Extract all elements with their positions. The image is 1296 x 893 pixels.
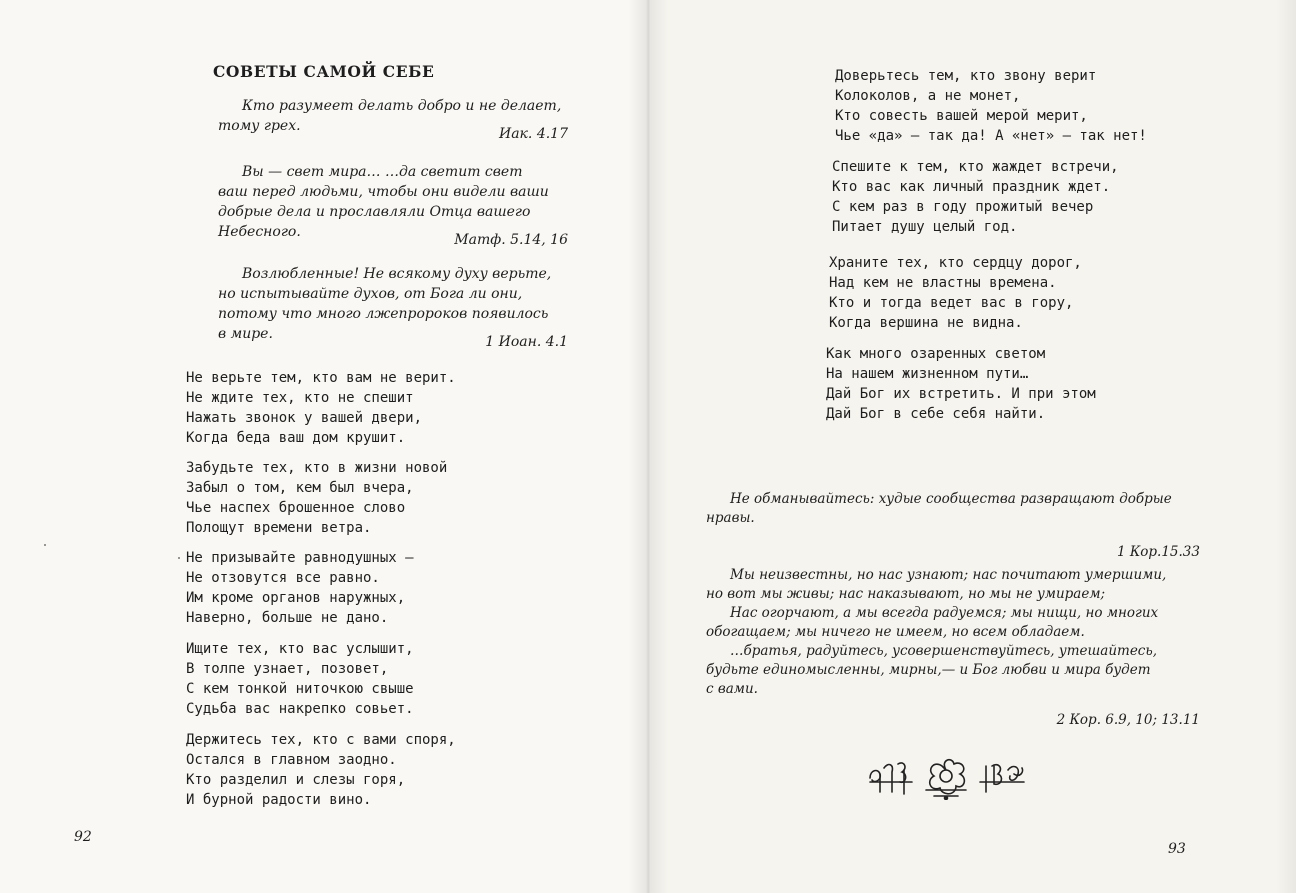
stanza-3 bbox=[186, 548, 414, 628]
verse-line: Спешите к тем, кто жаждет встречи, bbox=[832, 159, 1119, 175]
quote-line: с вами. bbox=[706, 681, 758, 697]
verse-line: Не верьте тем, кто вам не верит. bbox=[186, 370, 456, 386]
verse-line: Кто и тогда ведет вас в гору, bbox=[829, 295, 1074, 311]
epigraph-reference: Иак. 4.17 bbox=[499, 126, 568, 142]
verse-line: Чье «да» — так да! А «нет» — так нет! bbox=[835, 128, 1147, 144]
verse-line: Не отзовутся все равно. bbox=[186, 570, 380, 586]
stanza-2 bbox=[186, 458, 447, 538]
quote-line: нравы. bbox=[706, 510, 755, 526]
quote-line: Не обманывайтесь: худые сообщества развращают добрые bbox=[730, 491, 1172, 507]
stanza-9 bbox=[826, 344, 1096, 424]
verse-line: С кем раз в году прожитый вечер bbox=[832, 199, 1094, 215]
verse-line: Наверно, больше не дано. bbox=[186, 610, 389, 626]
epigraph-1 bbox=[218, 96, 568, 144]
stanza-5 bbox=[186, 730, 456, 810]
verse-line: На нашем жизненном пути… bbox=[826, 366, 1029, 382]
quote-line: Мы неизвестны, но нас узнают; нас почитают умершими, bbox=[730, 567, 1167, 583]
quote-reference: 1 Кор.15.33 bbox=[1116, 544, 1200, 560]
stanza-7 bbox=[832, 157, 1119, 237]
epigraph-line: тому грех. bbox=[218, 118, 301, 134]
verse-line: И бурной радости вино. bbox=[186, 792, 372, 808]
verse-line: С кем тонкой ниточкою свыше bbox=[186, 681, 414, 697]
verse-line: Забудьте тех, кто в жизни новой bbox=[186, 460, 448, 476]
verse-line: Когда беда ваш дом крушит. bbox=[186, 430, 406, 446]
quote-line: будьте единомысленны, мирны,— и Бог любви и мира будет bbox=[706, 662, 1151, 678]
verse-line: Доверьтесь тем, кто звону верит bbox=[835, 68, 1097, 84]
epigraph-line: потому что много лжепророков появилось bbox=[218, 306, 549, 322]
epigraph-line: в мире. bbox=[218, 326, 273, 342]
floral-ornament-icon bbox=[864, 752, 1028, 800]
quote-line: …братья, радуйтесь, усовершенствуйтесь, утешайтесь, bbox=[730, 643, 1158, 659]
verse-line: В толпе узнает, позовет, bbox=[186, 661, 389, 677]
stanza-6 bbox=[835, 66, 1147, 146]
quote-reference: 2 Кор. 6.9, 10; 13.11 bbox=[1056, 712, 1200, 728]
poem-title: СОВЕТЫ САМОЙ СЕБЕ bbox=[213, 62, 435, 81]
verse-line: Питает душу целый год. bbox=[832, 219, 1018, 235]
epigraph-line: добрые дела и прославляли Отца вашего bbox=[218, 204, 531, 220]
quote-line: обогащаем; мы ничего не имеем, но всем обладаем. bbox=[706, 624, 1085, 640]
verse-line: Дай Бог в себе себя найти. bbox=[826, 406, 1046, 422]
epigraph-3 bbox=[218, 264, 568, 352]
scripture-quote-2 bbox=[706, 566, 1200, 730]
verse-line: Им кроме органов наружных, bbox=[186, 590, 406, 606]
verse-line: Храните тех, кто сердцу дорог, bbox=[829, 255, 1082, 271]
verse-line: Когда вершина не видна. bbox=[829, 315, 1023, 331]
page-number-left: 92 bbox=[74, 829, 92, 845]
epigraph-line: Возлюбленные! Не всякому духу верьте, bbox=[242, 266, 552, 282]
verse-line: Не призывайте равнодушных — bbox=[186, 550, 414, 566]
verse-line: Чье наспех брошенное слово bbox=[186, 500, 406, 516]
paper-speck bbox=[178, 557, 180, 559]
stanza-1 bbox=[186, 368, 456, 448]
verse-line: Кто совесть вашей мерой мерит, bbox=[835, 108, 1088, 124]
verse-line: Забыл о том, кем был вчера, bbox=[186, 480, 414, 496]
verse-line: Остался в главном заодно. bbox=[186, 752, 397, 768]
verse-line: Нажать звонок у вашей двери, bbox=[186, 410, 423, 426]
epigraph-line: Небесного. bbox=[218, 224, 301, 240]
quote-line: Нас огорчают, а мы всегда радуемся; мы нищи, но многих bbox=[730, 605, 1159, 621]
verse-line: Кто вас как личный праздник ждет. bbox=[832, 179, 1111, 195]
verse-line: Как много озаренных светом bbox=[826, 346, 1046, 362]
verse-line: Полощут времени ветра. bbox=[186, 520, 372, 536]
stanza-8 bbox=[829, 253, 1082, 333]
epigraph-line: но испытывайте духов, от Бога ли они, bbox=[218, 286, 523, 302]
scripture-quote-1 bbox=[706, 490, 1200, 562]
page-edge-shadow bbox=[1276, 0, 1296, 893]
epigraph-2 bbox=[218, 162, 568, 250]
verse-line: Над кем не властны времена. bbox=[829, 275, 1057, 291]
epigraph-reference: Матф. 5.14, 16 bbox=[454, 232, 568, 248]
verse-line: Дай Бог их встретить. И при этом bbox=[826, 386, 1096, 402]
book-gutter-shadow bbox=[628, 0, 668, 893]
verse-line: Кто разделил и слезы горя, bbox=[186, 772, 406, 788]
epigraph-line: Кто разумеет делать добро и не делает, bbox=[242, 98, 562, 114]
page-number-right: 93 bbox=[1168, 841, 1186, 857]
epigraph-reference: 1 Иоан. 4.1 bbox=[485, 334, 568, 350]
verse-line: Судьба вас накрепко совьет. bbox=[186, 701, 414, 717]
paper-speck bbox=[44, 544, 46, 546]
verse-line: Ищите тех, кто вас услышит, bbox=[186, 641, 414, 657]
epigraph-line: ваш перед людьми, чтобы они видели ваши bbox=[218, 184, 549, 200]
quote-line: но вот мы живы; нас наказывают, но мы не умираем; bbox=[706, 586, 1106, 602]
epigraph-line: Вы — свет мира… …да светит свет bbox=[242, 164, 523, 180]
verse-line: Колоколов, а не монет, bbox=[835, 88, 1021, 104]
verse-line: Держитесь тех, кто с вами споря, bbox=[186, 732, 456, 748]
verse-line: Не ждите тех, кто не спешит bbox=[186, 390, 414, 406]
stanza-4 bbox=[186, 639, 414, 719]
